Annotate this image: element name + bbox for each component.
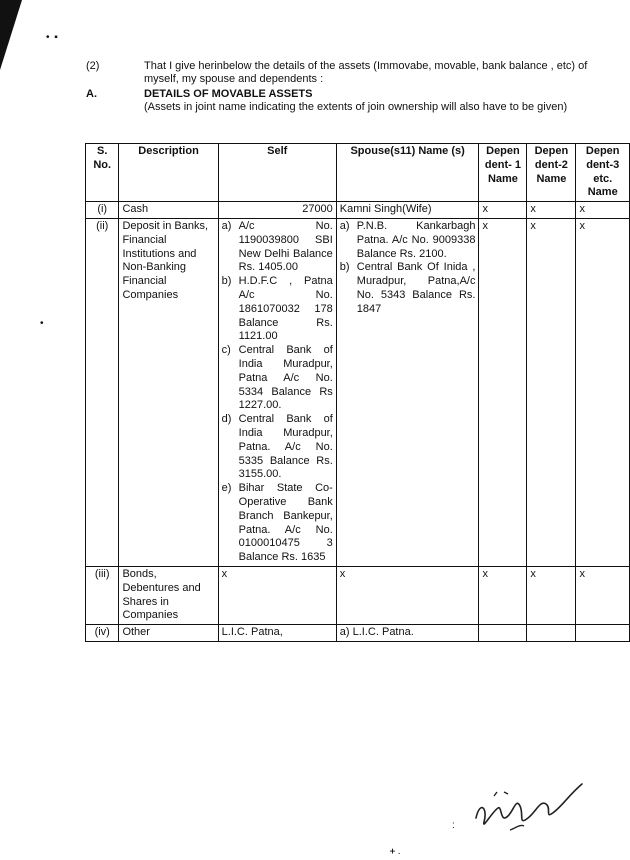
item-text: Central Bank of India Muradpur, Patna A/c No. 5334 Balance Rs 1227.00.	[238, 344, 333, 412]
table-row	[86, 566, 630, 624]
section-letter: A.	[86, 88, 97, 100]
cell-dependent-3: x	[576, 218, 630, 566]
list-item	[222, 220, 333, 275]
cell-dependent-1	[479, 625, 527, 642]
cell-spouse	[336, 218, 479, 566]
cell-dependent-3: x	[576, 202, 630, 219]
header-dependent-2: Depen dent-2 Name	[527, 144, 576, 202]
cell-dependent-2: x	[527, 218, 576, 566]
cell-self: 27000	[218, 202, 336, 219]
movable-assets-table	[85, 143, 630, 642]
header-dependent-3: Depen dent-3 etc. Name	[576, 144, 630, 202]
header-dependent-1: Depen dent- 1 Name	[479, 144, 527, 202]
list-item	[222, 275, 333, 344]
cell-spouse: Kamni Singh(Wife)	[336, 202, 479, 219]
cell-description: Deposit in Banks, Financial Institutions and Non-Banking Financial Companies	[119, 218, 218, 566]
paragraph-number: (2)	[86, 60, 100, 72]
cell-description: Other	[119, 625, 218, 642]
cell-dependent-2: x	[527, 566, 576, 624]
header-spouse: Spouse(s11) Name (s)	[336, 144, 479, 202]
cell-description: Bonds, Debentures and Shares in Companies	[119, 566, 218, 624]
item-label: a)	[221, 219, 232, 232]
header-description: Description	[119, 144, 218, 202]
signature-scribble	[470, 778, 585, 836]
scan-speck: :	[452, 820, 455, 831]
header-sno: S. No.	[86, 144, 119, 202]
cell-dependent-3: x	[576, 566, 630, 624]
cell-self: x	[218, 566, 336, 624]
cell-dependent-1: x	[479, 218, 527, 566]
cell-sno: (i)	[86, 202, 119, 219]
table-row	[86, 625, 630, 642]
cell-description: Cash	[119, 202, 218, 219]
table-header-row	[86, 144, 630, 202]
item-label: a)	[339, 219, 350, 232]
cell-spouse: x	[336, 566, 479, 624]
cell-self: L.I.C. Patna,	[218, 625, 336, 642]
cell-sno: (ii)	[86, 218, 119, 566]
intro-paragraph	[86, 60, 615, 86]
scan-speck: •	[40, 318, 44, 329]
list-item	[340, 220, 476, 261]
cell-dependent-2: x	[527, 202, 576, 219]
list-item	[222, 413, 333, 482]
list-item	[222, 482, 333, 565]
table-row	[86, 218, 630, 566]
item-label: e)	[221, 482, 232, 495]
cell-self	[218, 218, 336, 566]
scan-speck: • ▪	[46, 32, 59, 43]
item-label: c)	[221, 344, 231, 357]
item-label: d)	[221, 413, 232, 426]
item-label: b)	[339, 261, 350, 274]
item-text: Bihar State Co-Operative Bank Branch Bankepur, Patna. A/c No. 0100010475 3 Balance Rs. 1635	[238, 482, 333, 564]
item-text: P.N.B. Kankarbagh Patna. A/c No. 9009338 Balance Rs. 2100.	[356, 219, 476, 260]
list-item	[340, 261, 476, 316]
item-text: Central Bank of India Muradpur, Patna. A/c No. 5335 Balance Rs. 3155.00.	[238, 413, 333, 481]
cell-sno: (iv)	[86, 625, 119, 642]
cell-dependent-3	[576, 625, 630, 642]
item-text: Central Bank Of Inida , Muradpur, Patna,A/c No. 5343 Balance Rs. 1847	[356, 261, 476, 315]
spouse-account-list	[340, 220, 476, 317]
section-note: (Assets in joint name indicating the extents of join ownership will also have to be given)	[144, 101, 568, 113]
cell-spouse: a) L.I.C. Patna.	[336, 625, 479, 642]
item-text: H.D.F.C , Patna A/c No. 1861070032 178 Balance Rs. 1121.00	[238, 275, 333, 343]
scan-edge-mark	[0, 0, 22, 70]
cell-dependent-1: x	[479, 202, 527, 219]
cell-dependent-1: x	[479, 566, 527, 624]
header-self: Self	[218, 144, 336, 202]
cell-sno: (iii)	[86, 566, 119, 624]
item-text: A/c No. 1190039800 SBI New Delhi Balance Rs. 1405.00	[238, 219, 333, 274]
item-label: b)	[221, 275, 232, 288]
scan-speck: ᚐ .	[390, 846, 401, 857]
section-title: DETAILS OF MOVABLE ASSETS	[144, 88, 313, 100]
cell-dependent-2	[527, 625, 576, 642]
list-item	[222, 344, 333, 413]
section-heading	[86, 88, 615, 114]
paragraph-text: That I give herinbelow the details of the assets (Immovabe, movable, bank balance , etc) of myself, my spouse and dependents :	[144, 60, 588, 85]
table-row	[86, 202, 630, 219]
self-account-list	[222, 220, 333, 565]
